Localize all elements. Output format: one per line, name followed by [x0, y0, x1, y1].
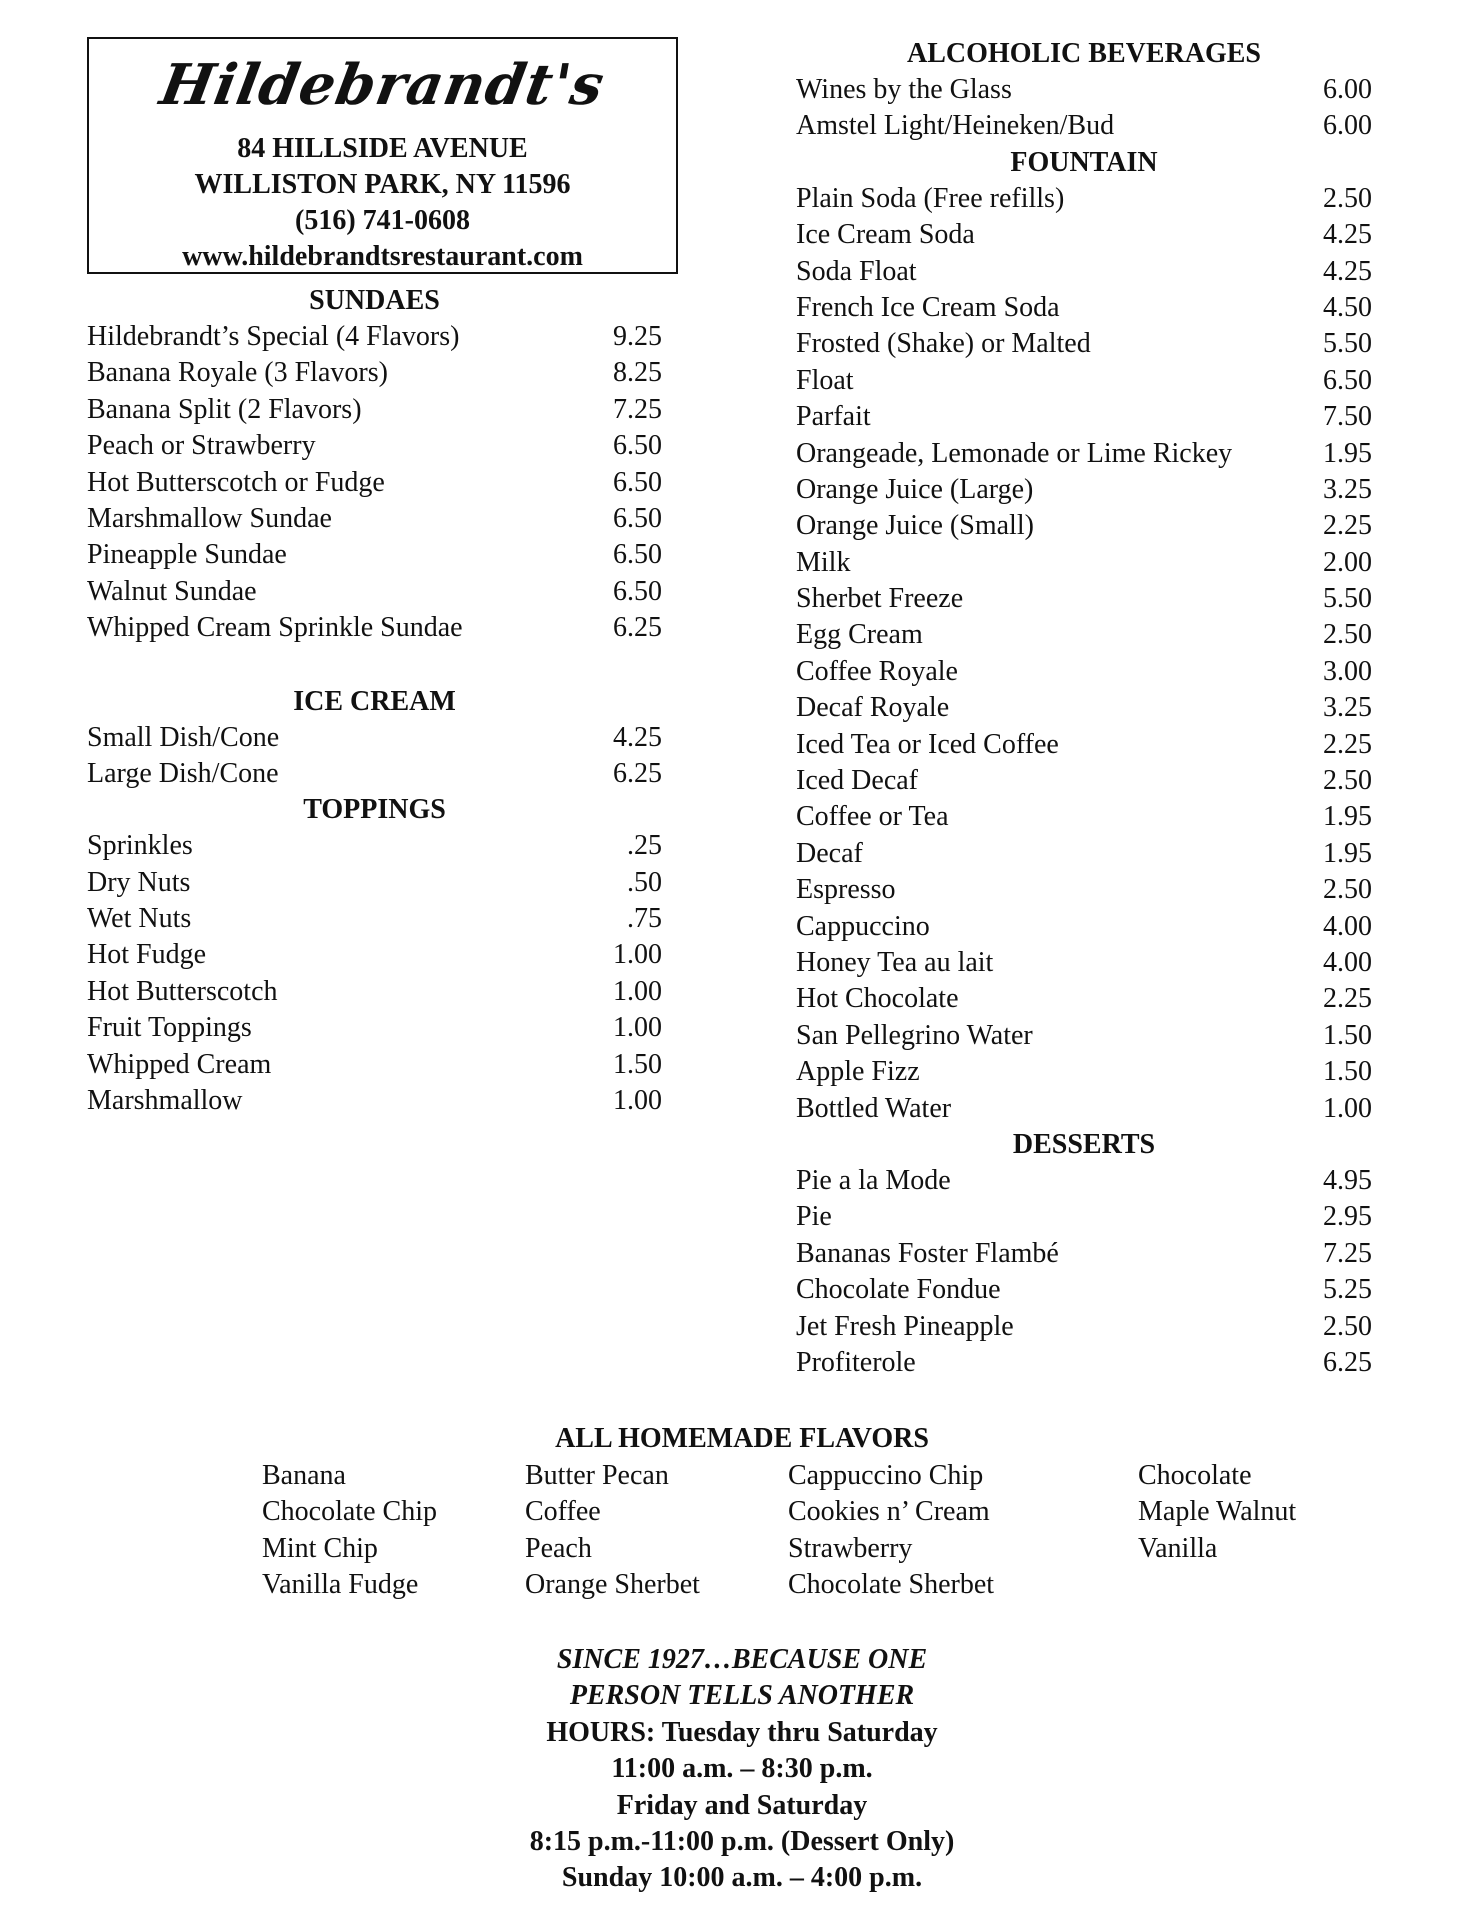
menu-item-price: 3.00 — [1323, 655, 1372, 687]
menu-item-price: 5.50 — [1323, 583, 1372, 615]
menu-item-price: 9.25 — [613, 321, 662, 352]
menu-item — [796, 254, 1372, 290]
menu-item-price: 6.25 — [1323, 1346, 1372, 1378]
menu-item — [87, 428, 662, 464]
menu-item — [796, 545, 1372, 581]
menu-item — [87, 1047, 662, 1083]
menu-item-price: 2.50 — [1323, 182, 1372, 214]
menu-item — [87, 1010, 662, 1046]
menu-item-name: Banana Split (2 Flavors) — [87, 393, 362, 425]
menu-item — [796, 727, 1372, 763]
menu-item-price: 1.95 — [1323, 437, 1372, 469]
menu-item-price: 1.50 — [1323, 1056, 1372, 1088]
menu-item — [796, 363, 1372, 399]
menu-item-name: Chocolate Fondue — [796, 1274, 1001, 1306]
menu-item — [87, 574, 662, 610]
menu-item-name: Coffee or Tea — [796, 801, 949, 833]
menu-item — [796, 654, 1372, 690]
menu-item-name: Coffee Royale — [796, 655, 958, 687]
flavor-column — [262, 1458, 437, 1604]
menu-item — [796, 72, 1372, 108]
slogan-line-1: SINCE 1927…BECAUSE ONE — [556, 1644, 928, 1675]
menu-item-name: Jet Fresh Pineapple — [796, 1310, 1014, 1342]
hours-line-1: HOURS: Tuesday thru Saturday — [546, 1716, 938, 1748]
menu-item — [796, 181, 1372, 217]
flavor-item: Vanilla Fudge — [262, 1569, 419, 1601]
menu-item-name: Bottled Water — [796, 1092, 952, 1124]
menu-item-name: Espresso — [796, 874, 896, 906]
menu-item-price: 3.25 — [1323, 692, 1372, 724]
menu-item-name: Pie — [796, 1201, 832, 1233]
menu-item-price: 4.00 — [1323, 910, 1372, 942]
menu-item — [796, 909, 1372, 945]
flavor-item: Chocolate — [1138, 1460, 1252, 1491]
menu-item-price: 4.00 — [1323, 946, 1372, 978]
menu-item-price: 7.25 — [613, 393, 662, 425]
menu-item-name: Frosted (Shake) or Malted — [796, 328, 1091, 360]
hours-line-3: Friday and Saturday — [616, 1789, 868, 1821]
slogan-line-2: PERSON TELLS ANOTHER — [569, 1680, 915, 1712]
right-column — [796, 36, 1372, 1381]
menu-item-name: Marshmallow Sundae — [87, 502, 332, 534]
flavor-column — [525, 1458, 700, 1604]
menu-item — [796, 1272, 1372, 1308]
menu-item-price: 2.50 — [1323, 1310, 1372, 1342]
flavors-grid — [262, 1458, 1362, 1608]
menu-item-price: 1.95 — [1323, 801, 1372, 833]
menu-item-name: French Ice Cream Soda — [796, 291, 1060, 323]
menu-item-name: Whipped Cream Sprinkle Sundae — [87, 612, 463, 644]
flavor-item: Maple Walnut — [1138, 1496, 1297, 1528]
menu-item-price: 6.50 — [1323, 364, 1372, 396]
flavor-item: Banana — [262, 1460, 346, 1491]
flavor-item: Cappuccino Chip — [788, 1460, 984, 1491]
menu-item-price: 6.00 — [1323, 74, 1372, 105]
menu-item — [796, 508, 1372, 544]
menu-item — [796, 290, 1372, 326]
menu-item — [796, 836, 1372, 872]
restaurant-name: Hildebrandt's — [155, 52, 610, 118]
menu-item-name: Orange Juice (Large) — [796, 473, 1034, 505]
menu-item-name: Orangeade, Lemonade or Lime Rickey — [796, 437, 1233, 469]
menu-item-name: Pineapple Sundae — [87, 539, 287, 571]
menu-item-name: Hot Butterscotch — [87, 975, 278, 1007]
flavor-item: Coffee — [525, 1496, 601, 1528]
menu-item — [87, 465, 662, 501]
section-title-desserts: DESSERTS — [1012, 1128, 1156, 1160]
menu-item — [796, 1091, 1372, 1127]
left-column — [87, 283, 662, 1119]
menu-item-name: Ice Cream Soda — [796, 219, 975, 251]
menu-item-name: Large Dish/Cone — [87, 757, 279, 789]
website-link[interactable]: www.hildebrandtsrestaurant.com — [182, 241, 583, 272]
menu-item-name: Bananas Foster Flambé — [796, 1237, 1059, 1269]
menu-item-name: Fruit Toppings — [87, 1012, 252, 1044]
section-title-sundaes: SUNDAES — [309, 285, 440, 316]
menu-item-price: 2.95 — [1323, 1201, 1372, 1233]
menu-item — [796, 981, 1372, 1017]
menu-item-price: 1.00 — [613, 1085, 662, 1117]
flavor-item: Vanilla — [1138, 1532, 1218, 1564]
menu-item-name: Peach or Strawberry — [87, 430, 316, 462]
phone-number: (516) 741-0608 — [295, 205, 470, 236]
menu-item — [796, 763, 1372, 799]
menu-item-name: Egg Cream — [796, 619, 923, 651]
menu-item-price: 6.50 — [613, 539, 662, 571]
menu-item-name: Hildebrandt’s Special (4 Flavors) — [87, 321, 460, 352]
menu-item-price: .75 — [627, 903, 662, 935]
menu-item — [87, 1083, 662, 1119]
section-title-alcoholic: ALCOHOLIC BEVERAGES — [907, 38, 1261, 69]
menu-item — [87, 974, 662, 1010]
section-title-ice-cream: ICE CREAM — [293, 685, 456, 717]
menu-item-price: 2.25 — [1323, 510, 1372, 542]
menu-item — [796, 1018, 1372, 1054]
menu-item-price: 1.00 — [613, 1012, 662, 1044]
menu-item-price: 1.00 — [613, 975, 662, 1007]
menu-item-name: Decaf — [796, 837, 863, 869]
menu-item-price: 1.50 — [1323, 1019, 1372, 1051]
menu-item — [87, 537, 662, 573]
flavor-item: Chocolate Sherbet — [788, 1569, 995, 1601]
menu-item-name: Iced Decaf — [796, 765, 919, 797]
address-line: 84 HILLSIDE AVENUE — [237, 133, 528, 164]
flavor-column — [788, 1458, 994, 1604]
menu-item-price: 1.95 — [1323, 837, 1372, 869]
sundaes-list — [87, 319, 662, 647]
desserts-list — [796, 1163, 1372, 1381]
menu-item-name: Dry Nuts — [87, 866, 191, 898]
menu-item — [87, 937, 662, 973]
toppings-list — [87, 828, 662, 1119]
menu-item — [796, 1054, 1372, 1090]
menu-item-name: San Pellegrino Water — [796, 1019, 1033, 1051]
menu-item-name: Cappuccino — [796, 910, 930, 942]
alcoholic-list — [796, 72, 1372, 145]
menu-item-price: 4.50 — [1323, 291, 1372, 323]
restaurant-header — [87, 37, 678, 274]
menu-item-price: 1.50 — [613, 1048, 662, 1080]
menu-item-name: Float — [796, 364, 854, 396]
menu-item — [796, 1199, 1372, 1235]
menu-item-name: Decaf Royale — [796, 692, 950, 724]
menu-item-name: Iced Tea or Iced Coffee — [796, 728, 1059, 760]
menu-item-name: Marshmallow — [87, 1085, 243, 1117]
menu-item — [796, 945, 1372, 981]
menu-item-price: 6.50 — [613, 575, 662, 607]
menu-item-price: 7.50 — [1323, 401, 1372, 433]
menu-item-name: Parfait — [796, 401, 871, 433]
menu-item-name: Hot Fudge — [87, 939, 206, 971]
menu-item — [87, 828, 662, 864]
menu-item-name: Orange Juice (Small) — [796, 510, 1034, 542]
menu-item — [796, 326, 1372, 362]
flavor-item: Strawberry — [788, 1532, 913, 1564]
fountain-list — [796, 181, 1372, 1127]
menu-item-price: 4.25 — [1323, 255, 1372, 287]
menu-item-price: 6.50 — [613, 466, 662, 498]
menu-item-name: Walnut Sundae — [87, 575, 257, 607]
menu-item — [796, 472, 1372, 508]
menu-item-price: 3.25 — [1323, 473, 1372, 505]
menu-item-price: 2.00 — [1323, 546, 1372, 578]
menu-item-name: Soda Float — [796, 255, 917, 287]
menu-item-price: 6.25 — [613, 757, 662, 789]
menu-item — [87, 901, 662, 937]
menu-item-price: 5.50 — [1323, 328, 1372, 360]
menu-item — [796, 872, 1372, 908]
hours-line-2: 11:00 a.m. – 8:30 p.m. — [611, 1753, 873, 1785]
menu-item-price: .50 — [627, 866, 662, 898]
menu-item-price: 6.50 — [613, 430, 662, 462]
menu-item — [796, 617, 1372, 653]
menu-item — [796, 1236, 1372, 1272]
menu-item-name: Pie a la Mode — [796, 1164, 951, 1196]
flavor-item: Orange Sherbet — [525, 1569, 700, 1601]
menu-item-name: Apple Fizz — [796, 1056, 920, 1088]
menu-item-price: 6.50 — [613, 502, 662, 534]
menu-item-price: 5.25 — [1323, 1274, 1372, 1306]
ice-cream-list — [87, 720, 662, 793]
flavor-item: Butter Pecan — [525, 1460, 669, 1491]
menu-item — [87, 756, 662, 792]
menu-item — [87, 610, 662, 646]
menu-item-name: Small Dish/Cone — [87, 721, 280, 753]
hours-line-5: Sunday 10:00 a.m. – 4:00 p.m. — [561, 1862, 923, 1894]
menu-item-name: Wet Nuts — [87, 903, 192, 935]
flavor-item: Chocolate Chip — [262, 1496, 437, 1528]
menu-item — [87, 392, 662, 428]
menu-item-price: 2.25 — [1323, 728, 1372, 760]
menu-item — [796, 108, 1372, 144]
menu-item-price: 6.25 — [613, 612, 662, 644]
menu-item-name: Wines by the Glass — [796, 74, 1012, 105]
menu-item-price: 4.25 — [613, 721, 662, 753]
flavors-title-text: ALL HOMEMADE FLAVORS — [555, 1423, 929, 1454]
menu-item-name: Hot Chocolate — [796, 983, 959, 1015]
menu-item — [796, 399, 1372, 435]
section-title-fountain: FOUNTAIN — [1010, 146, 1158, 178]
menu-item — [87, 720, 662, 756]
menu-item-name: Amstel Light/Heineken/Bud — [796, 110, 1115, 142]
hours-line-4: 8:15 p.m.-11:00 p.m. (Dessert Only) — [529, 1826, 955, 1858]
menu-item — [796, 1309, 1372, 1345]
menu-item — [796, 690, 1372, 726]
menu-item — [796, 217, 1372, 253]
menu-item — [87, 319, 662, 355]
menu-item-name: Hot Butterscotch or Fudge — [87, 466, 385, 498]
flavor-column — [1138, 1458, 1296, 1567]
section-title-toppings: TOPPINGS — [303, 794, 446, 826]
menu-item-price: 1.00 — [613, 939, 662, 971]
menu-item-name: Profiterole — [796, 1346, 916, 1378]
menu-item-name: Sprinkles — [87, 830, 193, 862]
menu-item — [796, 1163, 1372, 1199]
footer-info — [0, 1642, 1484, 1897]
menu-item — [87, 501, 662, 537]
menu-item-price: 2.50 — [1323, 765, 1372, 797]
menu-item-name: Milk — [796, 546, 851, 578]
menu-item-price: 2.50 — [1323, 619, 1372, 651]
menu-item — [796, 581, 1372, 617]
city-line: WILLISTON PARK, NY 11596 — [194, 169, 571, 200]
section-title-flavors — [0, 1421, 1484, 1457]
menu-item — [87, 865, 662, 901]
menu-item — [87, 355, 662, 391]
menu-item-name: Sherbet Freeze — [796, 583, 964, 615]
menu-item-name: Whipped Cream — [87, 1048, 272, 1080]
flavor-item: Mint Chip — [262, 1532, 378, 1564]
menu-item — [796, 799, 1372, 835]
menu-item — [796, 436, 1372, 472]
menu-item-price: 2.25 — [1323, 983, 1372, 1015]
menu-item-price: .25 — [627, 830, 662, 862]
menu-item-price: 8.25 — [613, 357, 662, 389]
menu-item-name: Plain Soda (Free refills) — [796, 182, 1065, 214]
flavor-item: Cookies n’ Cream — [788, 1496, 990, 1528]
menu-item-name: Banana Royale (3 Flavors) — [87, 357, 388, 389]
menu-item-price: 4.95 — [1323, 1164, 1372, 1196]
menu-item-price: 4.25 — [1323, 219, 1372, 251]
menu-item-price: 2.50 — [1323, 874, 1372, 906]
menu-item — [796, 1345, 1372, 1381]
menu-item-price: 6.00 — [1323, 110, 1372, 142]
menu-item-price: 1.00 — [1323, 1092, 1372, 1124]
menu-item-price: 7.25 — [1323, 1237, 1372, 1269]
menu-item-name: Honey Tea au lait — [796, 946, 994, 978]
flavor-item: Peach — [525, 1532, 592, 1564]
